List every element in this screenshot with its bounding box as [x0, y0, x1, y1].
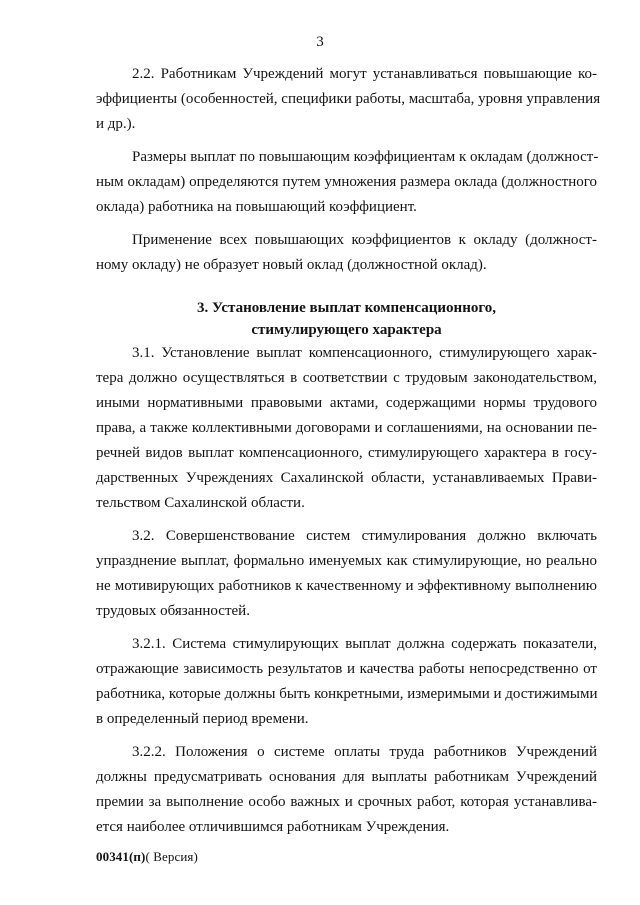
document-version: ( Версия): [145, 849, 198, 864]
text-line: 2.2. Работникам Учреждений могут устанавливаться повышающие ко-: [132, 66, 597, 82]
text-line: упразднение выплат, формально именуемых как стимулирующие, но реально: [96, 553, 597, 569]
section-heading-line: стимулирующего характера: [251, 322, 442, 338]
paragraph-3-2-1: [96, 632, 597, 732]
document-code: 00341(п): [96, 849, 146, 864]
text-line: ется наиболее отличившимся работникам Учреждения.: [96, 819, 450, 835]
document-body: [96, 62, 601, 848]
text-line: иными нормативными правовыми актами, содержащими нормы трудового: [96, 395, 597, 411]
text-line: права, а также коллективными договорами и соглашениями, на основании пе-: [96, 420, 597, 436]
text-line: 3.2.2. Положения о системе оплаты труда работников Учреждений: [132, 744, 597, 760]
text-line: трудовых обязанностей.: [96, 603, 250, 619]
paragraph-3-2: [96, 524, 597, 624]
text-line: тельством Сахалинской области.: [96, 495, 305, 511]
text-line: Размеры выплат по повышающим коэффициентам к окладам (должност-: [132, 149, 599, 165]
page-number: 3: [316, 34, 324, 50]
document-code-footer: [96, 849, 198, 865]
text-line: не мотивирующих работников к качественному и эффективному выполнению: [96, 578, 597, 594]
text-line: отражающие зависимость результатов и качества работы непосредственно от: [96, 661, 597, 677]
text-line: в определенный период времени.: [96, 711, 309, 727]
text-line: Применение всех повышающих коэффициентов к окладу (должност-: [132, 232, 597, 248]
text-line: дарственных Учреждениях Сахалинской области, устанавливаемых Прави-: [96, 470, 597, 486]
text-line: речней видов выплат компенсационного, стимулирующего характера в госу-: [96, 445, 597, 461]
section-heading-line: 3. Установление выплат компенсационного,: [196, 300, 497, 316]
section-3-heading: [96, 297, 597, 341]
text-line: премии за выполнение особо важных и срочных работ, которая устанавлива-: [96, 794, 597, 810]
paragraph-3-2-2: [96, 740, 597, 840]
paragraph-2-2: [96, 62, 601, 137]
paragraph-coefficient-application: [96, 228, 597, 278]
text-line: 3.2. Совершенствование систем стимулирования должно включать: [132, 528, 597, 544]
paragraph-coefficient-sizes: [96, 145, 597, 220]
text-line: и др.).: [96, 116, 136, 132]
text-line: оклада) работника на повышающий коэффициент.: [96, 199, 417, 215]
text-line: тера должно осуществляться в соответствии с трудовым законодательством,: [96, 370, 597, 386]
text-line: ному окладу) не образует новый оклад (должностной оклад).: [96, 257, 487, 273]
text-line: должны предусматривать основания для выплаты работникам Учреждений: [96, 769, 597, 785]
paragraph-3-1: [96, 341, 597, 516]
text-line: эффициенты (особенностей, специфики работы, масштаба, уровня управления: [96, 91, 601, 107]
text-line: ным окладам) определяются путем умножения размера оклада (должностного: [96, 174, 597, 190]
text-line: работника, которые должны быть конкретными, измеримыми и достижимыми: [96, 686, 598, 702]
text-line: 3.2.1. Система стимулирующих выплат должна содержать показатели,: [132, 636, 597, 652]
text-line: 3.1. Установление выплат компенсационного, стимулирующего харак-: [132, 345, 597, 361]
